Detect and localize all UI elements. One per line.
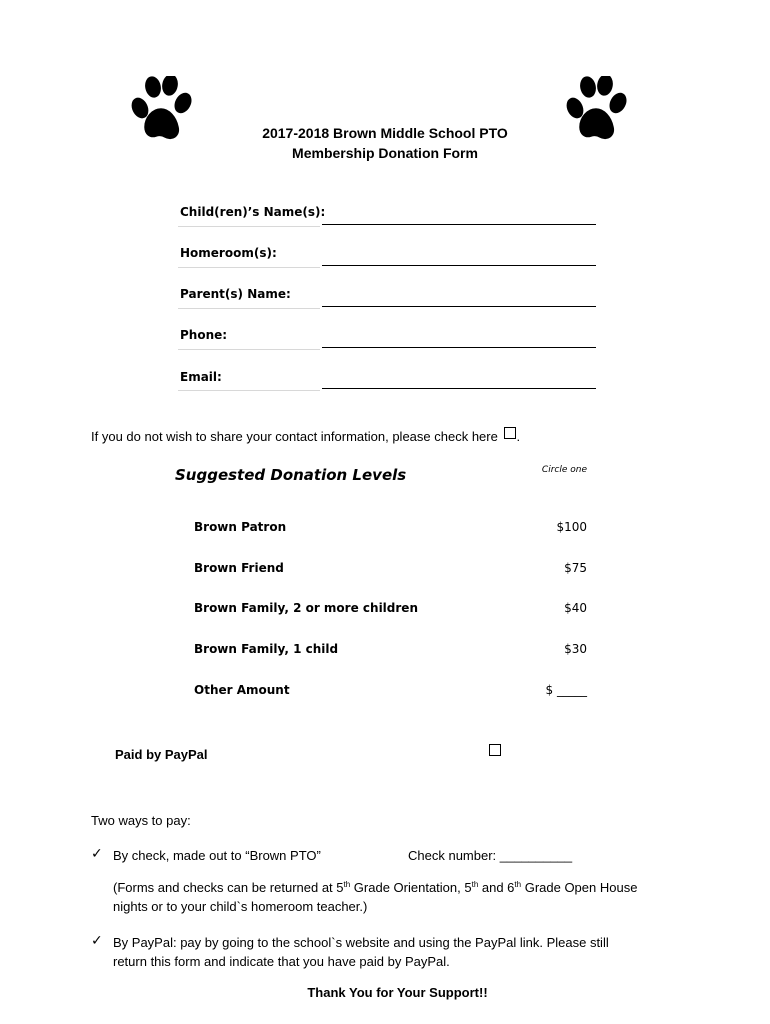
level-amount-brown-friend[interactable]: $75 bbox=[564, 561, 587, 575]
thank-you-text: Thank You for Your Support!! bbox=[307, 985, 488, 1000]
form-title-line1: 2017-2018 Brown Middle School PTO bbox=[262, 125, 508, 141]
level-name-brown-family-2: Brown Family, 2 or more children bbox=[194, 601, 418, 615]
form-title bbox=[0, 123, 770, 163]
pay-by-check-text: By check, made out to “Brown PTO” bbox=[113, 848, 321, 863]
opt-out-label: If you do not wish to share your contact information, please check here bbox=[91, 429, 498, 444]
children-names-field[interactable] bbox=[322, 224, 596, 225]
check-number-field[interactable]: Check number: __________ bbox=[408, 848, 573, 863]
field-divider bbox=[178, 267, 320, 268]
check-mark-icon: ✓ bbox=[91, 933, 103, 949]
field-divider bbox=[178, 226, 320, 227]
level-name-other-amount: Other Amount bbox=[194, 683, 290, 697]
level-name-brown-family-1: Brown Family, 1 child bbox=[194, 642, 339, 656]
pay-by-paypal-text: By PayPal: pay by going to the school`s website and using the PayPal link. Please still return this form and indicate that you have paid by PayPal. bbox=[113, 935, 609, 969]
check-mark-icon: ✓ bbox=[91, 846, 103, 862]
form-title-line2: Membership Donation Form bbox=[292, 145, 478, 161]
opt-out-suffix: . bbox=[516, 429, 521, 444]
level-amount-other[interactable]: $ _____ bbox=[545, 683, 587, 697]
paypal-checkbox[interactable] bbox=[489, 744, 501, 756]
paypal-label: Paid by PayPal bbox=[115, 747, 208, 762]
level-amount-brown-patron[interactable]: $100 bbox=[556, 520, 587, 534]
opt-out-text bbox=[91, 427, 520, 444]
donation-heading: Suggested Donation Levels bbox=[175, 466, 407, 484]
two-ways-intro: Two ways to pay: bbox=[91, 813, 191, 828]
level-amount-brown-family-2[interactable]: $40 bbox=[564, 601, 587, 615]
circle-one-note: Circle one bbox=[541, 465, 587, 475]
field-divider bbox=[178, 390, 320, 391]
email-label: Email: bbox=[180, 370, 222, 384]
level-name-brown-friend: Brown Friend bbox=[194, 561, 284, 575]
field-divider bbox=[178, 308, 320, 309]
phone-field[interactable] bbox=[322, 347, 596, 348]
email-field[interactable] bbox=[322, 388, 596, 389]
return-note: (Forms and checks can be returned at 5th Grade Orientation, 5th and 6th Grade Open House nights or to your child`s homeroom teacher.) bbox=[113, 880, 638, 914]
parent-name-field[interactable] bbox=[322, 306, 596, 307]
homeroom-label: Homeroom(s): bbox=[180, 246, 277, 260]
field-divider bbox=[178, 349, 320, 350]
homeroom-field[interactable] bbox=[322, 265, 596, 266]
level-name-brown-patron: Brown Patron bbox=[194, 520, 287, 534]
parent-name-label: Parent(s) Name: bbox=[180, 287, 291, 301]
children-names-label: Child(ren)’s Name(s): bbox=[180, 205, 326, 219]
opt-out-checkbox[interactable] bbox=[504, 427, 516, 439]
level-amount-brown-family-1[interactable]: $30 bbox=[564, 642, 587, 656]
phone-label: Phone: bbox=[180, 328, 228, 342]
